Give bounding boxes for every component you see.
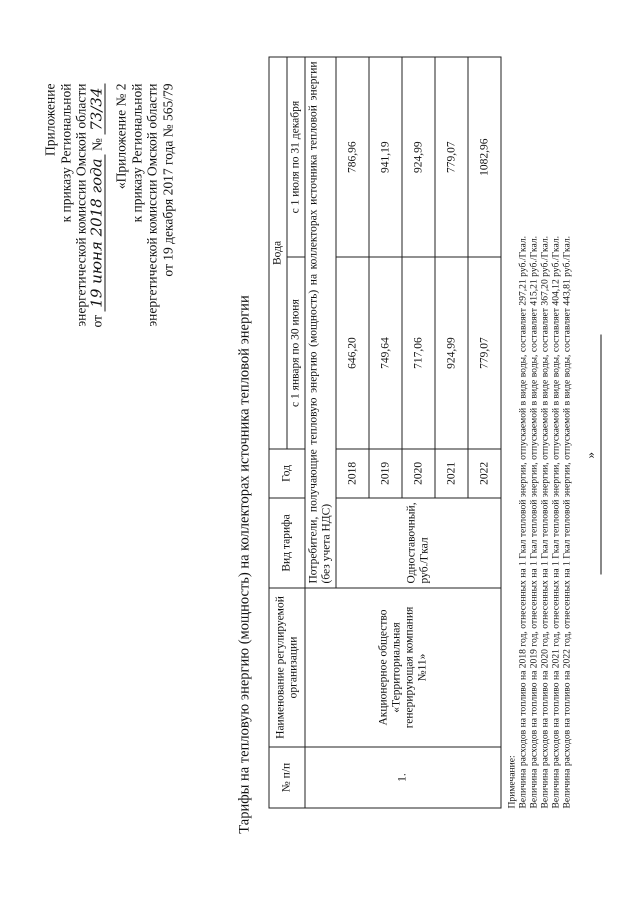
value-h1: 779,07 <box>468 257 501 449</box>
sub-order-date-line: от 19 декабря 2017 года № 565/79 <box>160 83 175 277</box>
header-year: Год <box>269 449 305 498</box>
note-line: Величина расходов на топливо на 2018 год, отнесенных на 1 Гкал тепловой энергии, отпускаемой в виде воды, составляет 297,21 руб./Гкал. <box>517 235 529 809</box>
value-h1: 717,06 <box>402 257 435 449</box>
note-line: Величина расходов на топливо на 2020 год, отнесенных на 1 Гкал тепловой энергии, отпускаемой в виде воды, составляет 367,20 руб./Гкал. <box>539 235 551 809</box>
order-line: к приказу Региональной <box>58 83 73 223</box>
from-prefix: от <box>89 315 104 328</box>
header-half1: с 1 января по 30 июня <box>287 257 305 449</box>
closing-rule <box>601 335 602 575</box>
consumers-label: Потребители, получающие тепловую энергию (мощность) на коллекторах источника тепловой энергии (без учета НДС) <box>305 57 336 588</box>
note-line: Величина расходов на топливо на 2019 год, отнесенных на 1 Гкал тепловой энергии, отпускаемой в виде воды, составляет 415,21 руб./Гкал. <box>528 235 540 809</box>
year-cell: 2019 <box>369 449 402 498</box>
number-prefix: № <box>89 138 104 151</box>
note-line: Величина расходов на топливо на 2021 год, отнесенных на 1 Гкал тепловой энергии, отпускаемой в виде воды, составляет 404,12 руб./Гкал. <box>550 235 562 809</box>
order-date-line <box>89 84 106 504</box>
year-cell: 2021 <box>435 449 468 498</box>
year-cell: 2020 <box>402 449 435 498</box>
appendix-label: Приложение <box>42 83 58 156</box>
commission-line: энергетической комиссии Омской области <box>73 83 89 327</box>
order-reference-block <box>43 84 176 504</box>
header-water: Вода <box>269 57 287 449</box>
value-h1: 749,64 <box>369 257 402 449</box>
organization-name: Акционерное общество «Территориальная генерирующая компания №11» <box>305 588 501 747</box>
header-type: Вид тарифа <box>269 498 305 588</box>
tariff-table <box>269 57 502 809</box>
row-number: 1. <box>305 747 501 808</box>
value-h2: 924,99 <box>402 57 435 257</box>
sub-commission-line: энергетической комиссии Омской области <box>144 83 160 327</box>
handwritten-date: 19 июня 2018 года <box>89 154 106 311</box>
value-h2: 941,19 <box>369 57 402 257</box>
value-h1: 646,20 <box>336 257 369 449</box>
notes-block <box>507 109 573 809</box>
header-num: № п/п <box>269 747 305 808</box>
value-h2: 779,07 <box>435 57 468 257</box>
tariff-type: Одноставочный, руб./Гкал <box>336 498 501 588</box>
handwritten-number: 73/34 <box>89 84 106 135</box>
year-cell: 2018 <box>336 449 369 498</box>
header-org: Наименование регулируемой организации <box>269 588 305 747</box>
value-h2: 1082,96 <box>468 57 501 257</box>
closing-quote: » <box>582 452 598 459</box>
note-line: Величина расходов на топливо на 2022 год, отнесенных на 1 Гкал тепловой энергии, отпускаемой в виде воды, составляет 443,81 руб./Гкал. <box>561 235 573 809</box>
header-half2: с 1 июля по 31 декабря <box>287 57 305 257</box>
value-h2: 786,96 <box>336 57 369 257</box>
sub-order-line: к приказу Региональной <box>129 83 144 223</box>
document-title: Тарифы на тепловую энергию (мощность) на коллекторах источника тепловой энергии <box>236 295 253 834</box>
rotated-page <box>1 0 640 905</box>
year-cell: 2022 <box>468 449 501 498</box>
sub-appendix-label: «Приложение № 2 <box>113 83 129 190</box>
notes-heading: Примечание: <box>506 755 518 809</box>
value-h1: 924,99 <box>435 257 468 449</box>
